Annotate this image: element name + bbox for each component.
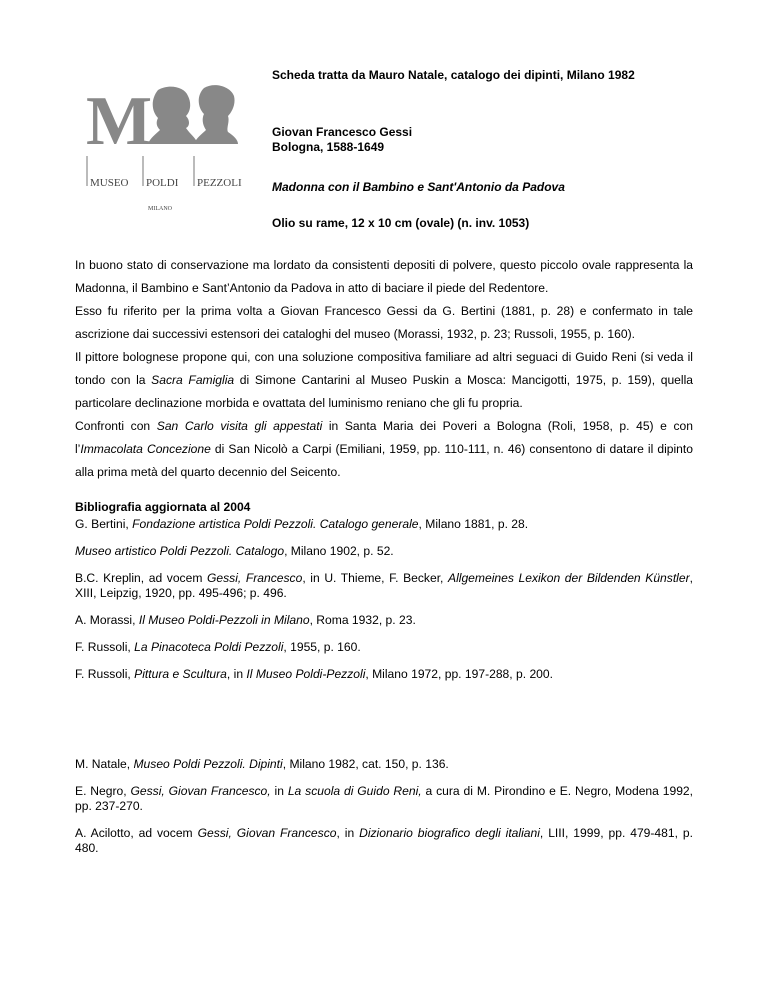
bib-entry: F. Russoli, La Pinacoteca Poldi Pezzoli, 1955, p. 160.: [75, 640, 361, 654]
text-run: di San Nicolò a Carpi (Emiliani, 1959, pp. 110-111, n. 46) consentono di datare il dipinto alla prima metà del quarto decennio del Seicento.: [75, 442, 693, 479]
bibliography: [75, 500, 693, 856]
description-text: [75, 254, 693, 484]
bibliography-title: Bibliografia aggiornata al 2004: [75, 500, 251, 514]
poldi-pezzoli-logo-icon: [86, 82, 256, 214]
paragraph: In buono stato di conservazione ma lordato da consistenti depositi di polvere, questo piccolo ovale rappresenta la Madonna, il Bambino e Sant’Antonio da Padova in atto di baciare il piede del Redentore.: [75, 258, 693, 295]
paragraph: Esso fu riferito per la prima volta a Giovan Francesco Gessi da G. Bertini (1881, p. 28) e confermato in tale ascrizione dai successivi estensori dei cataloghi del museo (Morassi, 1932, p. 23; Russoli, 1955, p. 160).: [75, 304, 693, 341]
logo-word-museo: MUSEO: [90, 177, 129, 189]
italic-title: Immacolata Concezione: [80, 442, 211, 456]
bib-entry: A. Acilotto, ad vocem Gessi, Giovan Francesco, in Dizionario biografico degli italiani, LIII, 1999, pp. 479-481, p. 480.: [75, 826, 693, 855]
artist-dates: Bologna, 1588-1649: [272, 140, 385, 154]
museum-logo: [86, 82, 256, 214]
work-title: Madonna con il Bambino e Sant'Antonio da Padova: [272, 180, 565, 194]
text-run: di Simone Cantarini al Museo Puskin a Mosca: Mancigotti, 1975, p. 159), quella particolare declinazione morbida e ovattata del luminismo reniano che gli fu propria.: [75, 373, 693, 410]
record-header: [272, 68, 732, 231]
logo-word-pezzoli: PEZZOLI: [197, 177, 242, 189]
bib-entry: B.C. Kreplin, ad vocem Gessi, Francesco, in U. Thieme, F. Becker, Allgemeines Lexikon der Bildenden Künstler, XIII, Leipzig, 1920, pp. 495-496; p. 496.: [75, 571, 693, 600]
left-bust-icon: [148, 87, 198, 144]
italic-title: Sacra Famiglia: [151, 373, 235, 387]
right-bust-icon: [194, 85, 238, 144]
artist-name: Giovan Francesco Gessi: [272, 125, 413, 139]
source-line: Scheda tratta da Mauro Natale, catalogo dei dipinti, Milano 1982: [272, 68, 635, 82]
italic-title: San Carlo visita gli appestati: [156, 419, 323, 433]
technique-line: Olio su rame, 12 x 10 cm (ovale) (n. inv. 1053): [272, 216, 530, 230]
bib-entry: A. Morassi, Il Museo Poldi-Pezzoli in Milano, Roma 1932, p. 23.: [75, 613, 416, 627]
bib-entry: M. Natale, Museo Poldi Pezzoli. Dipinti, Milano 1982, cat. 150, p. 136.: [75, 757, 449, 771]
paragraph: [75, 346, 693, 415]
logo-letter: M: [86, 83, 153, 160]
bib-entry: Museo artistico Poldi Pezzoli. Catalogo, Milano 1902, p. 52.: [75, 544, 394, 558]
bib-entry: E. Negro, Gessi, Giovan Francesco, in La scuola di Guido Reni, a cura di M. Pirondino e E. Negro, Modena 1992, pp. 237-270.: [75, 784, 694, 813]
logo-word-poldi: POLDI: [146, 177, 179, 189]
paragraph: [75, 415, 693, 484]
text-run: Confronti con: [75, 419, 157, 433]
text-run: Il pittore bolognese propone qui, con una soluzione compositiva familiare ad altri seguaci di Guido Reni (si veda il tondo con la: [75, 350, 693, 387]
text-run: in Santa Maria dei Poveri a Bologna (Roli, 1958, p. 45) e con l’: [75, 419, 693, 456]
bib-entry: G. Bertini, Fondazione artistica Poldi Pezzoli. Catalogo generale, Milano 1881, p. 28.: [75, 517, 529, 531]
bib-entry: F. Russoli, Pittura e Scultura, in Il Museo Poldi-Pezzoli, Milano 1972, pp. 197-288, p. 200.: [75, 667, 553, 681]
logo-city: MILANO: [148, 206, 172, 212]
